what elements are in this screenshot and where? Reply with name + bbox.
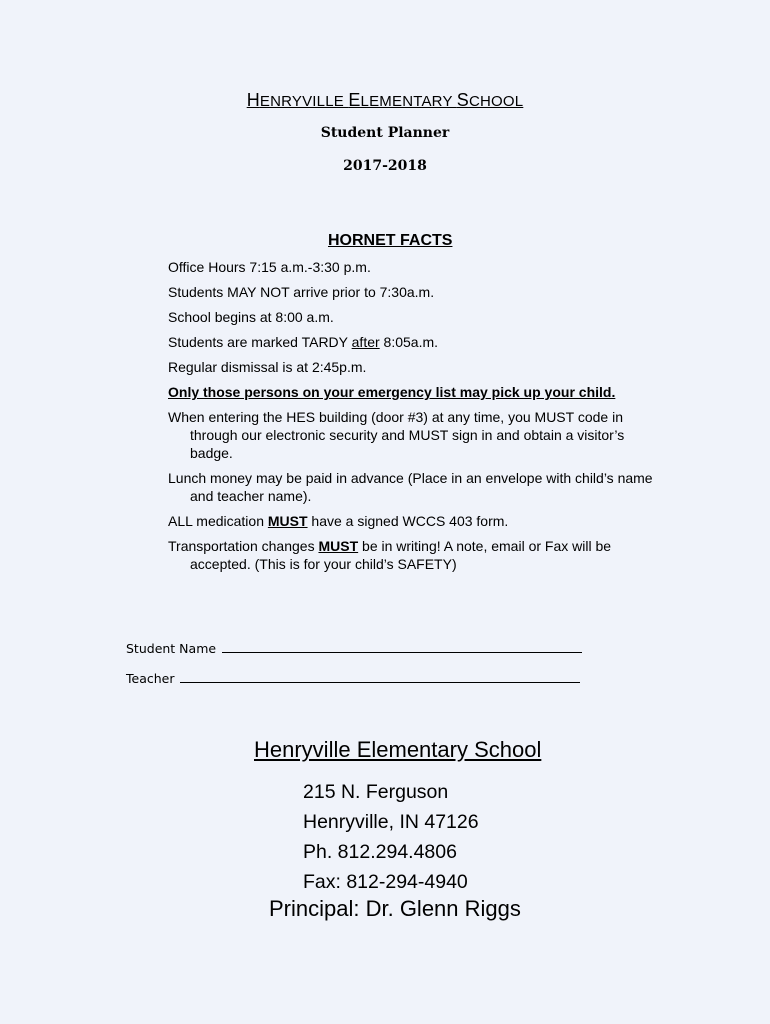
fact-lunch-money: Lunch money may be paid in advance (Place in an envelope with child’s name and teacher name). bbox=[168, 470, 653, 504]
fact-emergency-list: Only those persons on your emergency list may pick up your child. bbox=[168, 384, 616, 400]
fact-school-begins: School begins at 8:00 a.m. bbox=[168, 309, 334, 325]
fact-building-entry: When entering the HES building (door #3) at any time, you MUST code in through our electronic security and MUST sign in and obtain a visitor’s badge. bbox=[168, 409, 625, 461]
planner-title: Student Planner bbox=[320, 125, 450, 141]
fact-emphasis: MUST bbox=[267, 513, 308, 529]
fact-emphasis: after bbox=[351, 334, 380, 350]
student-name-label: Student Name bbox=[126, 641, 217, 656]
address-fax: Fax: 812-294-4940 bbox=[303, 871, 468, 893]
fact-text: have a signed WCCS 403 form. bbox=[307, 513, 509, 529]
fact-text: Transportation changes bbox=[168, 538, 319, 554]
fact-arrival: Students MAY NOT arrive prior to 7:30a.m. bbox=[168, 284, 435, 300]
title-initial: S bbox=[456, 90, 469, 110]
teacher-field[interactable] bbox=[180, 670, 580, 683]
fact-text: 8:05a.m. bbox=[379, 334, 439, 350]
title-initial: E bbox=[348, 90, 361, 110]
title-initial: H bbox=[246, 90, 260, 110]
fact-tardy bbox=[168, 333, 658, 351]
address-city: Henryville, IN 47126 bbox=[303, 811, 479, 833]
facts-list bbox=[168, 258, 658, 580]
planner-year: 2017-2018 bbox=[343, 158, 427, 174]
fact-transportation bbox=[168, 537, 658, 573]
title-part: CHOOL bbox=[468, 93, 524, 110]
fact-office-hours: Office Hours 7:15 a.m.-3:30 p.m. bbox=[168, 259, 371, 275]
fact-text: be in writing! A note, email or Fax will be accepted. (This is for your child’s SAFETY) bbox=[190, 538, 612, 572]
student-name-row bbox=[126, 640, 582, 656]
address-street: 215 N. Ferguson bbox=[303, 781, 449, 803]
fact-medication bbox=[168, 512, 658, 530]
fact-emphasis: MUST bbox=[318, 538, 359, 554]
teacher-label: Teacher bbox=[126, 671, 175, 686]
student-name-field[interactable] bbox=[222, 640, 582, 653]
address-school-name: Henryville Elementary School bbox=[254, 737, 542, 762]
principal-name: Principal: Dr. Glenn Riggs bbox=[269, 896, 521, 921]
address-block bbox=[303, 777, 479, 897]
teacher-row bbox=[126, 670, 580, 686]
school-title bbox=[0, 90, 770, 111]
address-phone: Ph. 812.294.4806 bbox=[303, 841, 457, 863]
fact-dismissal: Regular dismissal is at 2:45p.m. bbox=[168, 359, 367, 375]
facts-heading: HORNET FACTS bbox=[328, 232, 453, 249]
title-part: ENRYVILLE bbox=[259, 93, 349, 110]
fact-text: ALL medication bbox=[168, 513, 268, 529]
fact-text: Students are marked TARDY bbox=[168, 334, 352, 350]
title-part: LEMENTARY bbox=[360, 93, 457, 110]
